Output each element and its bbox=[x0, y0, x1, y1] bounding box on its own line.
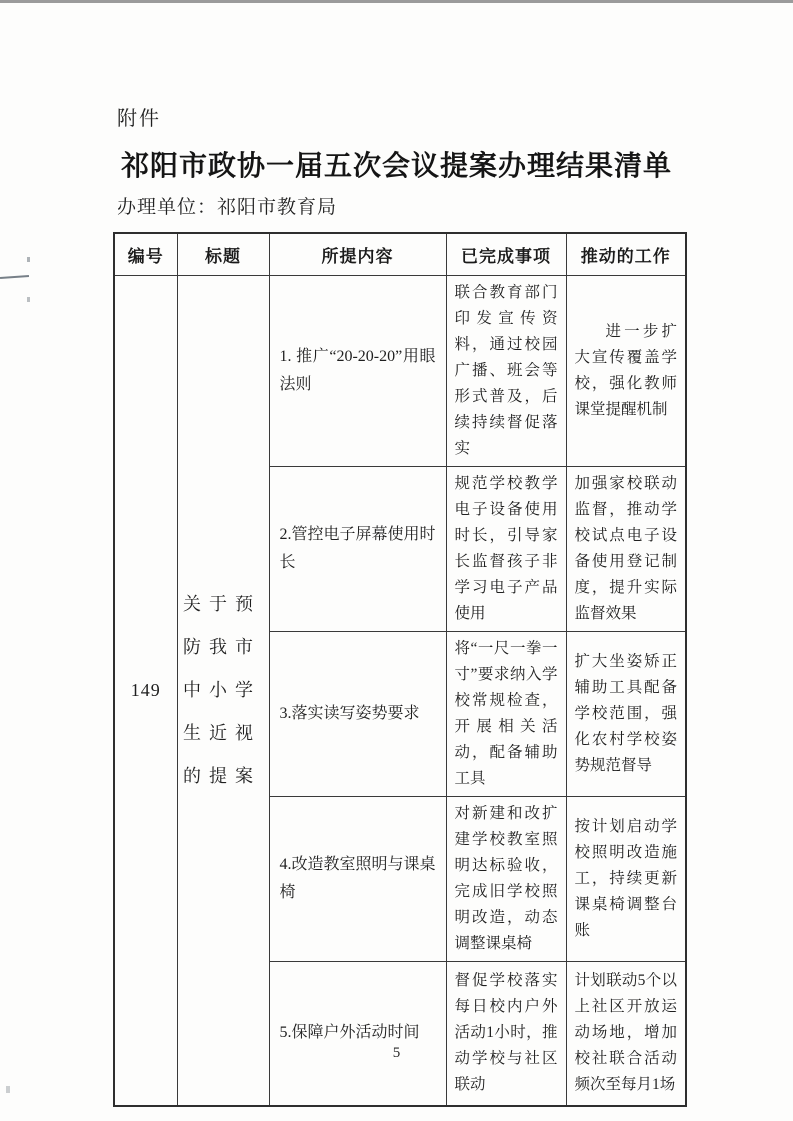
promoted-cell: 进一步扩大宣传覆盖学校，强化教师课堂提醒机制 bbox=[566, 276, 686, 467]
document-title: 祁阳市政协一届五次会议提案办理结果清单 bbox=[120, 151, 672, 182]
table-header-row bbox=[114, 233, 686, 276]
scan-artifact-top-edge bbox=[0, 0, 793, 3]
content-cell: 3.落实读写姿势要求 bbox=[269, 632, 446, 797]
content-cell: 1. 推广“20-20-20”用眼法则 bbox=[269, 276, 446, 467]
table-row bbox=[114, 276, 686, 467]
header-content: 所提内容 bbox=[269, 233, 446, 276]
content-cell: 2.管控电子屏幕使用时长 bbox=[269, 467, 446, 632]
header-promoted: 推动的工作 bbox=[566, 233, 686, 276]
promoted-cell: 按计划启动学校照明改造施工，持续更新课桌椅调整台账 bbox=[566, 797, 686, 962]
scan-artifact-left-dash bbox=[0, 275, 29, 279]
proposal-result-table bbox=[113, 232, 687, 1107]
completed-cell: 督促学校落实每日校内户外活动1小时，推动学校与社区联动 bbox=[446, 962, 566, 1106]
proposal-number: 149 bbox=[114, 276, 177, 1106]
content-cell: 4.改造教室照明与课桌椅 bbox=[269, 797, 446, 962]
proposal-title: 关于预防我市中小学生近视的提案 bbox=[183, 593, 261, 786]
proposal-title-cell bbox=[177, 276, 269, 1106]
promoted-cell: 加强家校联动监督，推动学校试点电子设备使用登记制度，提升实际监督效果 bbox=[566, 467, 686, 632]
scan-artifact-dot bbox=[27, 297, 30, 302]
attachment-label: 附件 bbox=[117, 108, 161, 130]
scan-artifact-dot bbox=[27, 257, 30, 262]
completed-cell: 联合教育部门印发宣传资料，通过校园广播、班会等形式普及，后续持续督促落实 bbox=[446, 276, 566, 467]
promoted-cell: 扩大坐姿矫正辅助工具配备学校范围，强化农村学校姿势规范督导 bbox=[566, 632, 686, 797]
content-cell: 5.保障户外活动时间 bbox=[269, 962, 446, 1106]
handling-unit: 办理单位：祁阳市教育局 bbox=[117, 197, 338, 218]
header-title: 标题 bbox=[177, 233, 269, 276]
completed-cell: 将“一尺一拳一寸”要求纳入学校常规检查，开展相关活动，配备辅助工具 bbox=[446, 632, 566, 797]
completed-cell: 规范学校教学电子设备使用时长，引导家长监督孩子非学习电子产品使用 bbox=[446, 467, 566, 632]
page-number: 5 bbox=[392, 1045, 401, 1061]
header-completed: 已完成事项 bbox=[446, 233, 566, 276]
completed-cell: 对新建和改扩建学校教室照明达标验收，完成旧学校照明改造，动态调整课桌椅 bbox=[446, 797, 566, 962]
promoted-cell: 计划联动5个以上社区开放运动场地，增加校社联合活动频次至每月1场 bbox=[566, 962, 686, 1106]
scan-artifact-bottom-left bbox=[6, 1086, 10, 1093]
header-number: 编号 bbox=[114, 233, 177, 276]
